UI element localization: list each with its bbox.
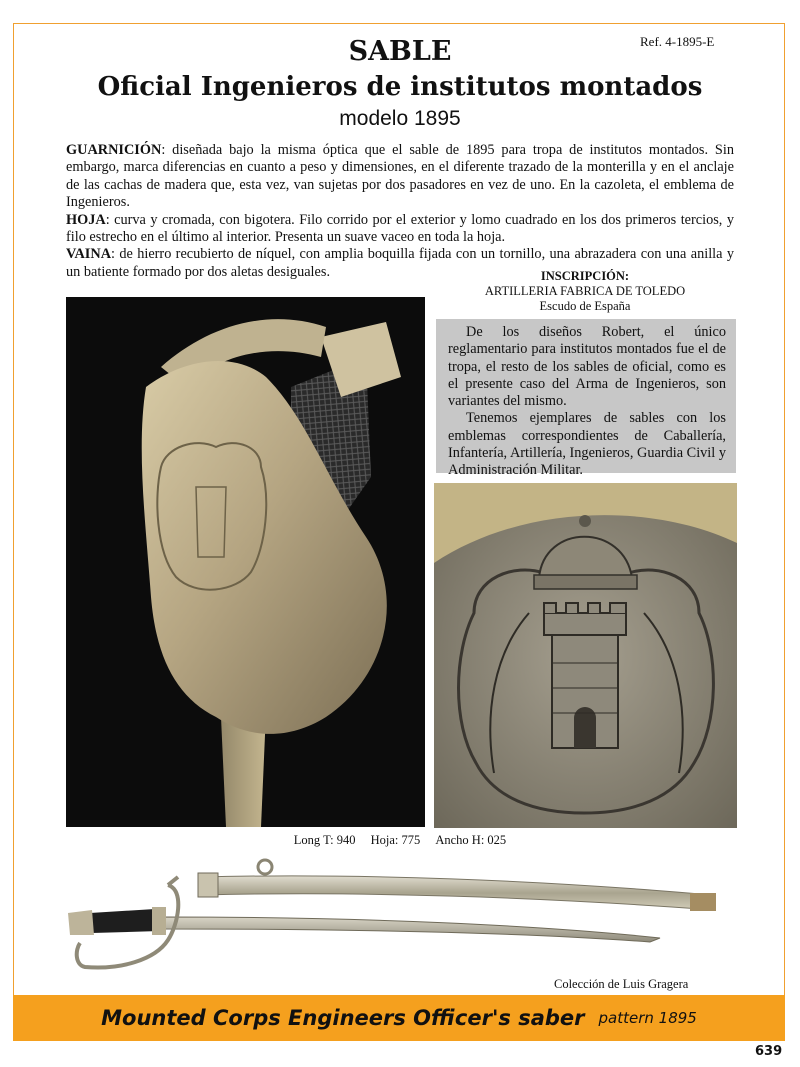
- desc-hoja: [66, 212, 734, 247]
- sword-and-scabbard-illustration: [60, 855, 730, 980]
- sword-photo: [60, 855, 730, 980]
- inscription-heading: INSCRIPCIÓN:: [540, 269, 630, 283]
- title-line-1: SABLE: [348, 36, 452, 67]
- description: [66, 142, 734, 281]
- note-paragraph-2: Tenemos ejemplares de sables con los emblemas correspondientes de Caballería, Infantería, Artillería, Ingenieros, Guardia Civil y Administración Militar.: [448, 410, 726, 479]
- dim-length: Long T: 940: [293, 833, 356, 847]
- note-box: [436, 319, 736, 479]
- dim-blade: Hoja: 775: [370, 833, 421, 847]
- inscription-line-1: ARTILLERIA FABRICA DE TOLEDO: [484, 284, 686, 298]
- collection-credit: Colección de Luis Gragera: [554, 977, 689, 991]
- note-paragraph-1: De los diseños Robert, el único reglamentario para institutos montados fue el de tropa, el resto de los sables de oficial, como es el presente caso del Arma de Ingenieros, son variantes del mismo.: [448, 324, 726, 410]
- english-title: Mounted Corps Engineers Officer's saber: [101, 1006, 585, 1030]
- inscription-line-2: Escudo de España: [539, 299, 631, 313]
- english-title-banner: [13, 995, 785, 1041]
- desc-guarnicion-label: GUARNICIÓN: [66, 142, 162, 158]
- desc-guarnicion: [66, 142, 734, 212]
- inscription: [436, 269, 734, 314]
- desc-guarnicion-text: : diseñada bajo la misma óptica que el sable de 1895 para tropa de institutos montados. Sin embargo, marca diferencias en cuanto a peso y dimensiones, en el diferente trazado de la monterilla y en el anclaje de las cachas de madera que, esta vez, van sujetas por dos pasadores en vez de uno. En la cazoleta, el emblema de Ingenieros.: [66, 142, 734, 211]
- english-pattern: pattern 1895: [598, 1009, 697, 1027]
- title-line-2: Oficial Ingenieros de institutos montados: [97, 72, 703, 102]
- emblem-photo: [434, 483, 737, 828]
- page-number: 639: [755, 1044, 783, 1059]
- desc-hoja-label: HOJA: [66, 211, 106, 228]
- desc-vaina-text: : de hierro recubierto de níquel, con amplia boquilla fijada con un tornillo, una abrazadera con una anilla y un batiente formado por dos aletas desiguales.: [66, 246, 734, 280]
- dimensions: [0, 833, 800, 848]
- desc-vaina-label: VAINA: [66, 246, 112, 263]
- desc-hoja-text: : curva y cromada, con bigotera. Filo corrido por el exterior y lomo cuadrado en los dos primeros tercios, y filo estrecho en el último al interior. Presenta un suave vaceo en toda la hoja.: [66, 211, 734, 246]
- dim-width: Ancho H: 025: [435, 833, 507, 847]
- hilt-illustration: [66, 297, 425, 827]
- emblem-illustration: [434, 483, 737, 828]
- reference-code: Ref. 4-1895-E: [640, 34, 715, 49]
- hilt-photo: [66, 297, 425, 827]
- title-line-3: modelo 1895: [339, 107, 461, 130]
